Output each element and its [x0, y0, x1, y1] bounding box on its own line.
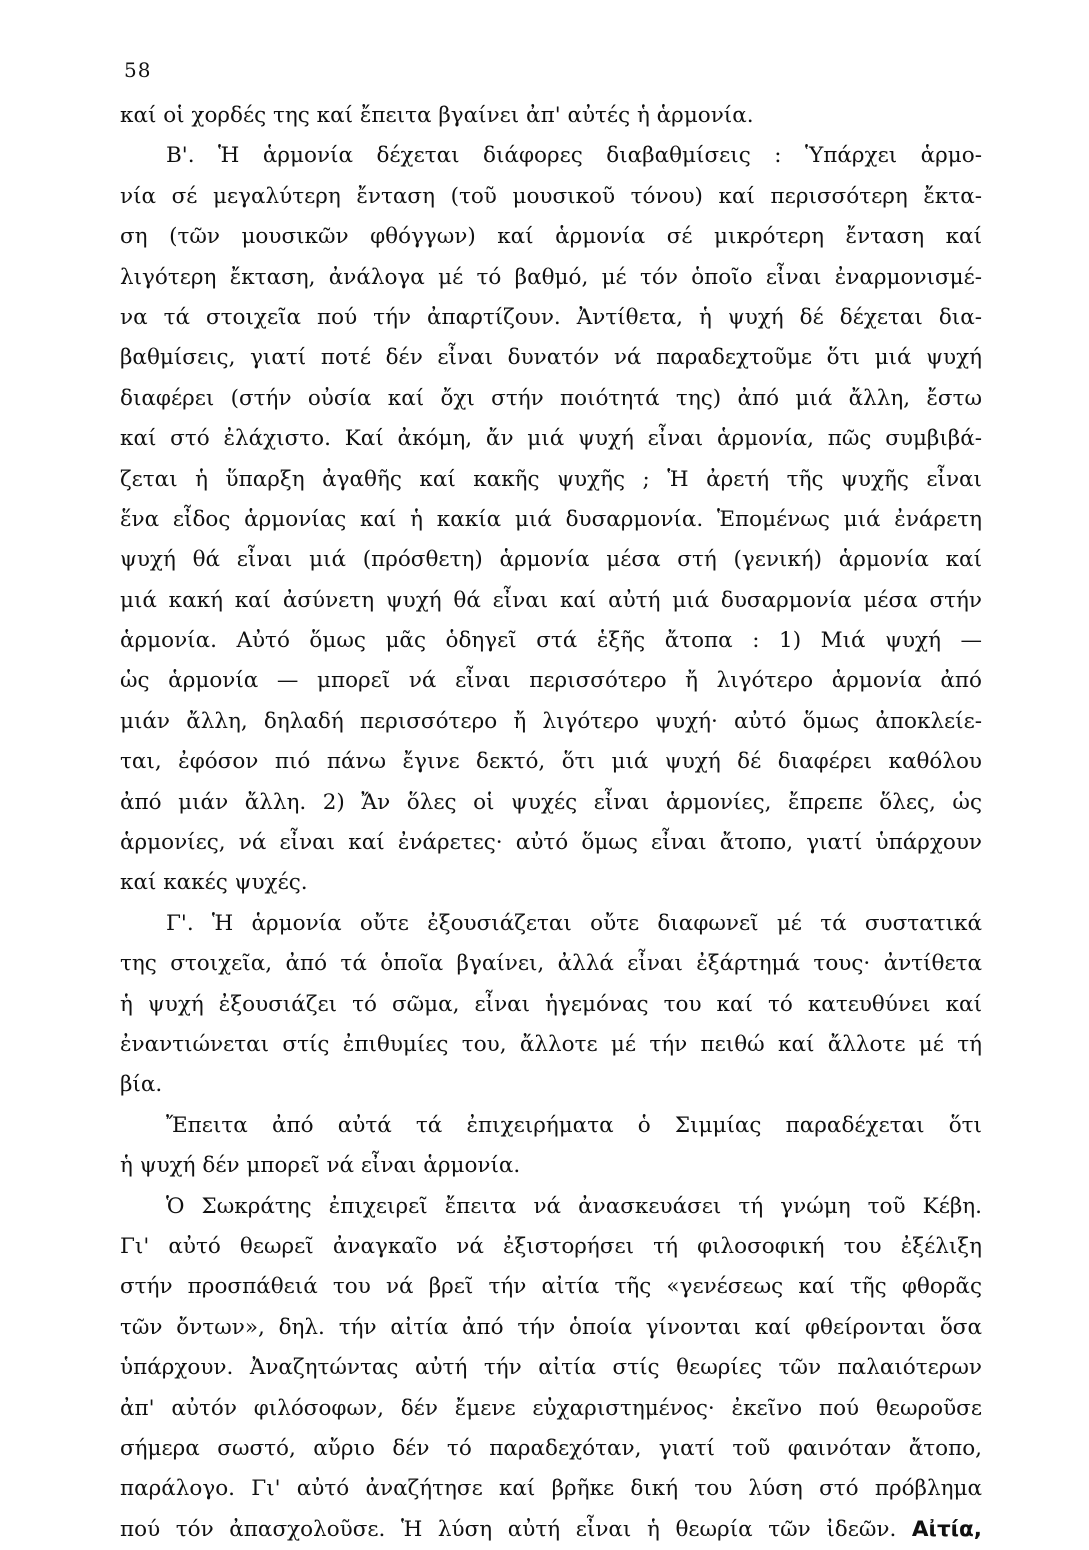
page-number: 58: [124, 58, 152, 82]
text-line: στήν προσπάθειά του νά βρεῖ τήν αἰτία τῆς «γενέσεως καί τῆς φθορᾶς: [120, 1274, 982, 1300]
text-line: ὡς ἁρμονία — μπορεῖ νά εἶναι περισσότερο ἤ λιγότερο ἁρμονία ἀπό: [120, 668, 982, 694]
text-line: Γ'. Ἡ ἁρμονία οὔτε ἐξουσιάζεται οὔτε διαφωνεῖ μέ τά συστατικά: [166, 910, 982, 936]
text-line: τῶν ὄντων», δηλ. τήν αἰτία ἀπό τήν ὁποία γίνονται καί φθείρονται ὅσα: [120, 1314, 982, 1340]
text-line: ὑπάρχουν. Ἀναζητώντας αὐτή τήν αἰτία στίς θεωρίες τῶν παλαιότερων: [120, 1355, 982, 1381]
text-line: ἁρμονία. Αὐτό ὅμως μᾶς ὁδηγεῖ στά ἑξῆς ἄτοπα : 1) Μιά ψυχή —: [120, 628, 982, 654]
bold-term: Αἰτία,: [911, 1516, 982, 1542]
text-line: καί οἱ χορδές της καί ἔπειτα βγαίνει ἀπ' αὐτές ἡ ἁρμονία.: [120, 103, 754, 128]
text-line-last-content: πού τόν ἀπασχολοῦσε. Ἡ λύση αὐτή εἶναι ἡ θεωρία τῶν ἰδεῶν.: [120, 1516, 897, 1542]
body-text: [120, 96, 982, 1550]
text-line: ἐναντιώνεται στίς ἐπιθυμίες του, ἄλλοτε μέ τήν πειθώ καί ἄλλοτε μέ τή: [120, 1031, 982, 1057]
text-line: ἡ ψυχή δέν μπορεῖ νά εἶναι ἁρμονία.: [120, 1153, 521, 1179]
text-line: Β'. Ἡ ἁρμονία δέχεται διάφορες διαβαθμίσεις : Ὑπάρχει ἁρμο-: [166, 143, 982, 169]
text-line: ἁρμονίες, νά εἶναι καί ἐνάρετες· αὐτό ὅμως εἶναι ἄτοπο, γιατί ὑπάρχουν: [120, 830, 982, 856]
text-line: παράλογο. Γι' αὐτό ἀναζήτησε καί βρῆκε δική του λύση στό πρόβλημα: [120, 1476, 982, 1502]
text-line: ση (τῶν μουσικῶν φθόγγων) καί ἁρμονία σέ μικρότερη ἔνταση καί: [120, 224, 982, 250]
text-line: ζεται ἡ ὕπαρξη ἀγαθῆς καί κακῆς ψυχῆς ; Ἡ ἀρετή τῆς ψυχῆς εἶναι: [120, 466, 982, 492]
text-line: μιάν ἄλλη, δηλαδή περισσότερο ἤ λιγότερο ψυχή· αὐτό ὅμως ἀποκλείε-: [120, 708, 982, 734]
text-line: ται, ἐφόσον πιό πάνω ἔγινε δεκτό, ὅτι μιά ψυχή δέ διαφέρει καθόλου: [120, 749, 982, 775]
text-line: ἡ ψυχή ἐξουσιάζει τό σῶμα, εἶναι ἡγεμόνας του καί τό κατευθύνει καί: [120, 991, 982, 1017]
text-line: να τά στοιχεῖα πού τήν ἀπαρτίζουν. Ἀντίθετα, ἡ ψυχή δέ δέχεται δια-: [120, 304, 982, 330]
text-line-last: [120, 1510, 982, 1550]
text-line: καί κακές ψυχές.: [120, 870, 308, 896]
text-line: βαθμίσεις, γιατί ποτέ δέν εἶναι δυνατόν νά παραδεχτοῦμε ὅτι μιά ψυχή: [120, 345, 982, 371]
text-line: Γι' αὐτό θεωρεῖ ἀναγκαῖο νά ἐξιστορήσει τή φιλοσοφική του ἐξέλιξη: [120, 1233, 982, 1259]
text-line: ἀπό μιάν ἄλλη. 2) Ἄν ὅλες οἱ ψυχές εἶναι ἁρμονίες, ἔπρεπε ὅλες, ὡς: [120, 789, 982, 815]
text-line: λιγότερη ἔκταση, ἀνάλογα μέ τό βαθμό, μέ τόν ὁποῖο εἶναι ἐναρμονισμέ-: [120, 264, 982, 290]
text-line: της στοιχεῖα, ἀπό τά ὁποῖα βγαίνει, ἀλλά εἶναι ἐξάρτημά τους· ἀντίθετα: [120, 951, 982, 977]
text-line: Ἔπειτα ἀπό αὐτά τά ἐπιχειρήματα ὁ Σιμμίας παραδέχεται ὅτι: [166, 1112, 982, 1138]
text-line: βία.: [120, 1072, 163, 1098]
text-line: μιά κακή καί ἀσύνετη ψυχή θά εἶναι καί αὐτή μιά δυσαρμονία μέσα στήν: [120, 587, 982, 613]
text-line: διαφέρει (στήν οὐσία καί ὄχι στήν ποιότητά της) ἀπό μιά ἄλλη, ἔστω: [120, 385, 982, 411]
text-line: Ὁ Σωκράτης ἐπιχειρεῖ ἔπειτα νά ἀνασκευάσει τή γνώμη τοῦ Κέβη.: [166, 1193, 982, 1219]
text-line: ἕνα εἶδος ἁρμονίας καί ἡ κακία μιά δυσαρμονία. Ἑπομένως μιά ἐνάρετη: [120, 506, 982, 532]
text-line: ἀπ' αὐτόν φιλόσοφων, δέν ἔμενε εὐχαριστημένος· ἐκεῖνο πού θεωροῦσε: [120, 1395, 982, 1421]
text-line: καί στό ἐλάχιστο. Καί ἀκόμη, ἄν μιά ψυχή εἶναι ἁρμονία, πῶς συμβιβά-: [120, 426, 982, 452]
text-line: νία σέ μεγαλύτερη ἔνταση (τοῦ μουσικοῦ τόνου) καί περισσότερη ἔκτα-: [120, 183, 982, 209]
text-line: σήμερα σωστό, αὔριο δέν τό παραδεχόταν, γιατί τοῦ φαινόταν ἄτοπο,: [120, 1435, 982, 1461]
text-line: ψυχή θά εἶναι μιά (πρόσθετη) ἁρμονία μέσα στή (γενική) ἁρμονία καί: [120, 547, 982, 573]
